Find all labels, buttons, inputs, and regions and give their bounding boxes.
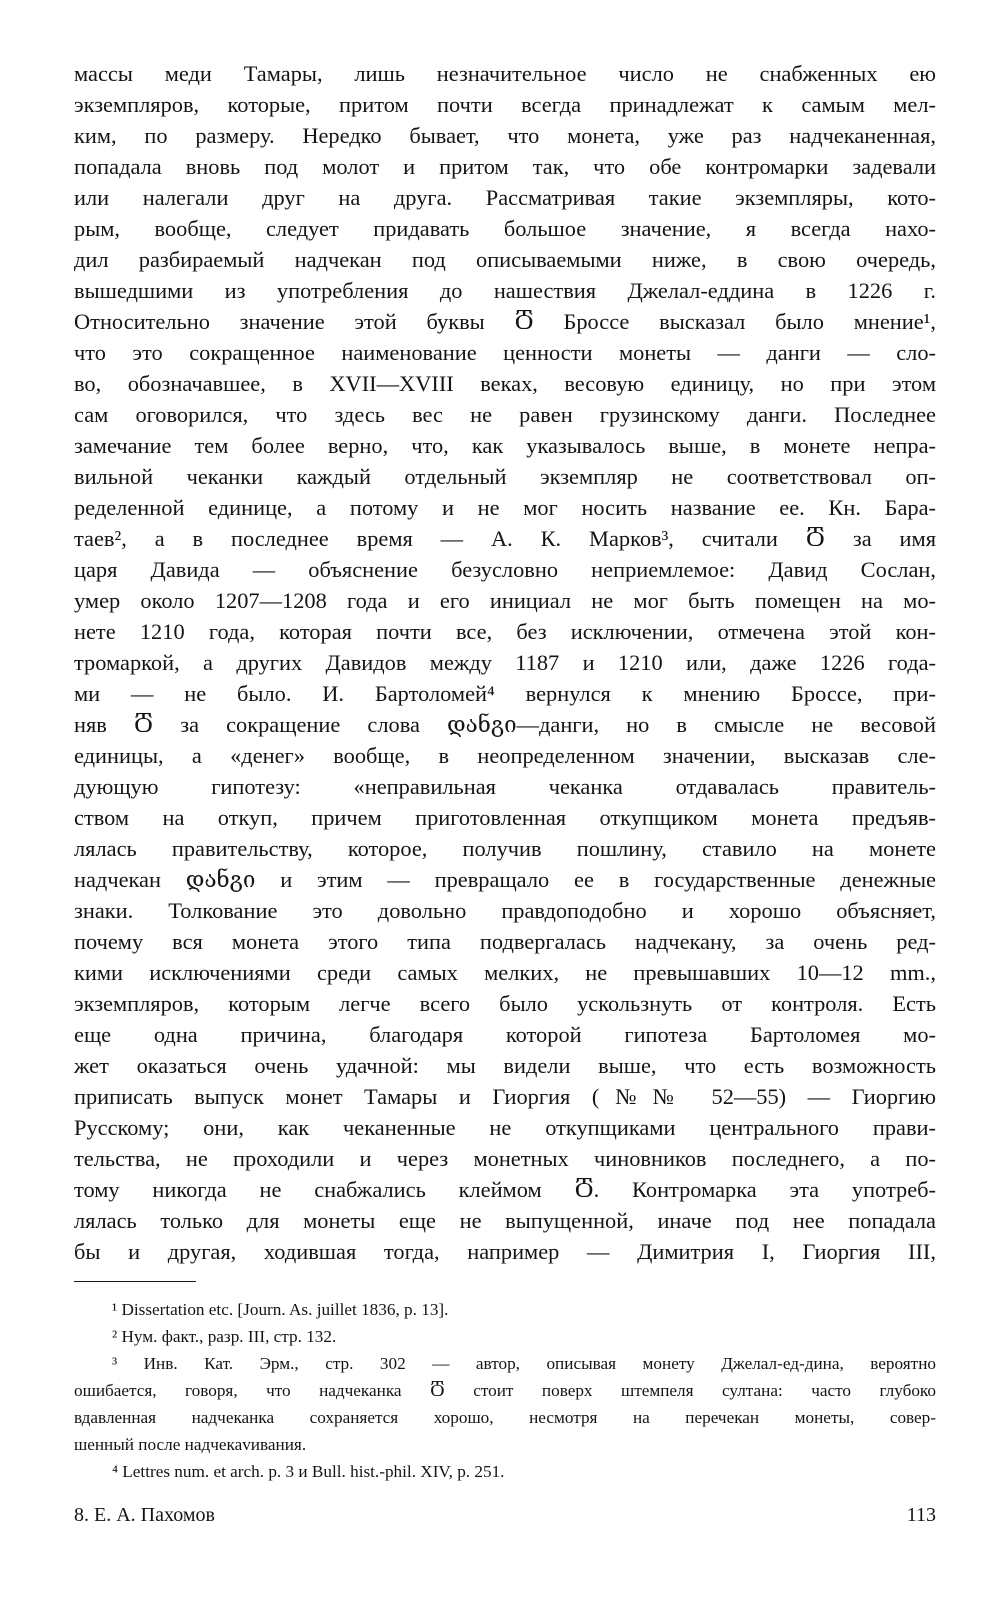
text-line: что это сокращенное наименование ценности монеты — данги — сло- — [74, 340, 936, 365]
footnote-3-line: ошибается, говоря, что надчеканка Ⴃ стоит поверх штемпеля султана: часто глубоко — [74, 1381, 936, 1400]
text-line: почему вся монета этого типа подвергалась надчекану, за очень ред- — [74, 929, 936, 954]
text-line: кими исключениями среди самых мелких, не превышавших 10—12 mm., — [74, 960, 936, 985]
text-line: нете 1210 года, которая почти все, без исключении, отмечена этой кон- — [74, 619, 936, 644]
text-line: знаки. Толкование это довольно правдоподобно и хорошо объясняет, — [74, 898, 936, 923]
page-number: 113 — [906, 1504, 936, 1526]
text-line: рым, вообще, следует придавать большое значение, я всегда нахо- — [74, 216, 936, 241]
text-line: лялась правительству, которое, получив пошлину, ставило на монете — [74, 836, 936, 861]
text-line: еще одна причина, благодаря которой гипотеза Бартоломея мо- — [74, 1022, 936, 1047]
text-line: приписать выпуск монет Тамары и Гиоргия (№№ 52—55) — Гиоргию — [74, 1084, 936, 1109]
text-line: умер около 1207—1208 года и его инициал не мог быть помещен на мо- — [74, 588, 936, 613]
text-line: или налегали друг на друга. Рассматривая такие экземпляры, кото- — [74, 185, 936, 210]
text-line: надчекан დანგი и этим — превращало ее в государственные денежные — [74, 867, 936, 892]
text-line: бы и другая, ходившая тогда, например — Димитрия I, Гиоргия III, — [74, 1239, 936, 1264]
page-content — [74, 58, 936, 1267]
text-line: царя Давида — объяснение безусловно неприемлемое: Давид Сослан, — [74, 557, 936, 582]
footnotes — [74, 1296, 936, 1485]
text-line: тельства, не проходили и через монетных чиновников последнего, а по- — [74, 1146, 936, 1171]
text-line: няв Ⴃ за сокращение слова დანგი—данги, но в смысле не весовой — [74, 712, 936, 737]
main-text — [74, 58, 936, 1267]
text-line: во, обозначавшее, в XVII—XVIII веках, весовую единицу, но при этом — [74, 371, 936, 396]
footnote-1: ¹ Dissertation etc. [Journ. As. juillet 1836, p. 13]. — [112, 1300, 449, 1319]
text-line: Относительно значение этой буквы Ⴃ Броссе высказал было мнение¹, — [74, 309, 936, 334]
footnote-4: ⁴ Lettres num. et arch. p. 3 и Bull. hist.-phil. XIV, p. 251. — [112, 1462, 505, 1481]
text-line: жет оказаться очень удачной: мы видели выше, что есть возможность — [74, 1053, 936, 1078]
text-line: таев², а в последнее время — А. К. Марков³, считали Ⴃ за имя — [74, 526, 936, 551]
text-line: единицы, а «денег» вообще, в неопределенном значении, высказав сле- — [74, 743, 936, 768]
footnote-3-line: вдавленная надчеканка сохраняется хорошо, несмотря на перечекан монеты, совер- — [74, 1408, 936, 1427]
text-line: замечание тем более верно, что, как указывалось выше, в монете непра- — [74, 433, 936, 458]
text-line: экземпляров, которым легче всего было ускользнуть от контроля. Есть — [74, 991, 936, 1016]
footnote-3-line: шенный после надчекаvивания. — [74, 1435, 307, 1454]
text-line: попадала вновь под молот и притом так, что обе контромарки задевали — [74, 154, 936, 179]
signature-mark: 8. Е. А. Пахомов — [74, 1504, 215, 1526]
text-line: лялась только для монеты еще не выпущенной, иначе под нее попадала — [74, 1208, 936, 1233]
text-line: тому никогда не снабжались клеймом Ⴃ. Контромарка эта употреб- — [74, 1177, 936, 1202]
text-line: тромаркой, а других Давидов между 1187 и 1210 или, даже 1226 года- — [74, 650, 936, 675]
text-line: вильной чеканки каждый отдельный экземпляр не соответствовал оп- — [74, 464, 936, 489]
text-line: экземпляров, которые, притом почти всегда принадлежат к самым мел- — [74, 92, 936, 117]
text-line: дующую гипотезу: «неправильная чеканка отдавалась правитель- — [74, 774, 936, 799]
text-line: сам оговорился, что здесь вес не равен грузинскому данги. Последнее — [74, 402, 936, 427]
text-line: ми — не было. И. Бартоломей⁴ вернулся к мнению Броссе, при- — [74, 681, 936, 706]
text-line: ределенной единице, а потому и не мог носить название ее. Кн. Бара- — [74, 495, 936, 520]
footnote-3-line: ³ Инв. Кат. Эрм., стр. 302 — автор, описывая монету Джелал-ед-дина, вероятно — [112, 1354, 936, 1373]
text-line: массы меди Тамары, лишь незначительное число не снабженных ею — [74, 61, 936, 86]
text-line: дил разбираемый надчекан под описываемыми ниже, в свою очередь, — [74, 247, 936, 272]
page-footer — [74, 1500, 936, 1530]
footnote-2: ² Нум. факт., разр. III, стр. 132. — [112, 1327, 337, 1346]
text-line: вышедшими из употребления до нашествия Джелал-еддина в 1226 г. — [74, 278, 936, 303]
text-line: Русскому; они, как чеканенные не откупщиками центрального прави- — [74, 1115, 936, 1140]
text-line: ким, по размеру. Нередко бывает, что монета, уже раз надчеканенная, — [74, 123, 936, 148]
footnote-divider — [74, 1281, 196, 1282]
text-line: ством на откуп, причем приготовленная откупщиком монета предъяв- — [74, 805, 936, 830]
